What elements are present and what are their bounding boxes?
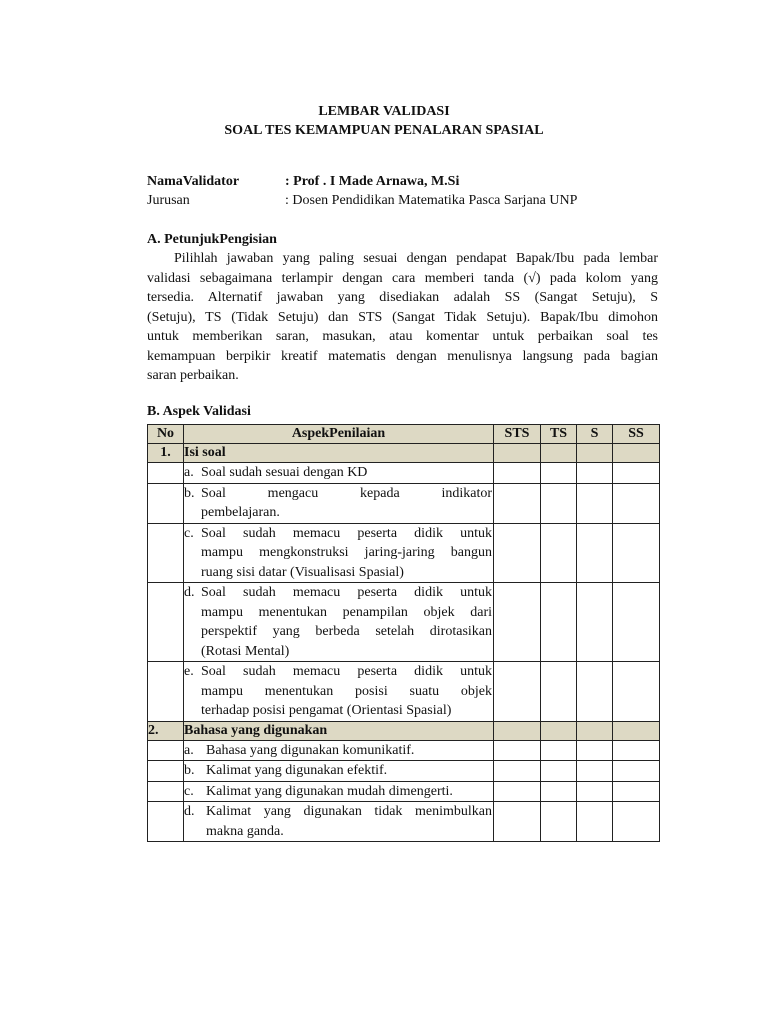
rating-cell-sts[interactable] [494, 444, 541, 463]
section-a-title: A. PetunjukPengisian [147, 232, 277, 247]
item-text [201, 583, 493, 661]
aspect-cell [184, 802, 494, 842]
aspect-cell [184, 740, 494, 761]
header-aspect: AspekPenilaian [184, 425, 494, 444]
item-line: mampu menentukan penampilan objek dari [201, 604, 492, 620]
table-row [148, 802, 660, 842]
section-number: 1. [148, 444, 184, 463]
table-row [148, 740, 660, 761]
rating-cell-ts[interactable] [541, 662, 577, 722]
rating-cell-s[interactable] [577, 662, 613, 722]
item-text [206, 741, 493, 761]
item-letter: c. [184, 525, 194, 541]
instructions-line: Pilihlah jawaban yang paling sesuai dengan pendapat Bapak/Ibu pada lembar [174, 251, 658, 266]
aspect-cell [184, 523, 494, 583]
rating-cell-sts[interactable] [494, 583, 541, 662]
rating-cell-ss[interactable] [613, 740, 660, 761]
number-cell [148, 483, 184, 523]
number-cell [148, 781, 184, 802]
item-line: Kalimat yang digunakan tidak menimbulkan [206, 804, 492, 819]
rating-cell-s[interactable] [577, 523, 613, 583]
item-text [201, 662, 493, 721]
header-ts: TS [541, 425, 577, 444]
item-line: Soal sudah memacu peserta didik untuk [201, 664, 492, 679]
validation-table [147, 424, 660, 842]
aspect-cell [184, 463, 494, 484]
rating-cell-ss[interactable] [613, 781, 660, 802]
instructions-line: validasi sebagaimana terlampir dengan cara memberi tanda (√) pada kolom yang [147, 270, 658, 286]
item-line: makna ganda. [206, 823, 284, 839]
section-title: Isi soal [184, 444, 494, 463]
item-letter: b. [184, 763, 195, 778]
item-line: Soal sudah sesuai dengan KD [201, 465, 368, 480]
rating-cell-ss[interactable] [613, 761, 660, 782]
item-text [201, 463, 493, 483]
item-letter: a. [184, 742, 194, 758]
rating-cell-ts[interactable] [541, 721, 577, 740]
rating-cell-ts[interactable] [541, 523, 577, 583]
rating-cell-ss[interactable] [613, 463, 660, 484]
table-row [148, 483, 660, 523]
rating-cell-sts[interactable] [494, 740, 541, 761]
item-text [206, 761, 493, 781]
header-sts: STS [494, 425, 541, 444]
item-text [206, 802, 493, 841]
rating-cell-s[interactable] [577, 740, 613, 761]
rating-cell-ts[interactable] [541, 740, 577, 761]
document-subtitle: SOAL TES KEMAMPUAN PENALARAN SPASIAL [224, 123, 544, 138]
item-line: terhadap posisi pengamat (Orientasi Spasial) [201, 703, 452, 718]
header-ss: SS [613, 425, 660, 444]
item-line: Kalimat yang digunakan mudah dimengerti. [206, 783, 453, 799]
instructions-line: (Setuju), TS (Tidak Setuju) dan STS (Sangat Tidak Setuju). Bapak/Ibu dimohon [147, 309, 658, 325]
table-row [148, 583, 660, 662]
item-line: Bahasa yang digunakan komunikatif. [206, 742, 415, 758]
rating-cell-sts[interactable] [494, 523, 541, 583]
instructions-paragraph [147, 249, 658, 386]
item-line: mampu mengkonstruksi jaring-jaring bangun [201, 545, 492, 560]
rating-cell-s[interactable] [577, 583, 613, 662]
aspect-cell [184, 662, 494, 722]
rating-cell-sts[interactable] [494, 721, 541, 740]
table-body [148, 444, 660, 842]
rating-cell-sts[interactable] [494, 483, 541, 523]
item-line: Soal sudah memacu peserta didik untuk [201, 525, 492, 541]
jurusan-value: : Dosen Pendidikan Matematika Pasca Sarjana UNP [285, 193, 578, 208]
item-line: Kalimat yang digunakan efektif. [206, 763, 388, 778]
rating-cell-ts[interactable] [541, 781, 577, 802]
rating-cell-sts[interactable] [494, 802, 541, 842]
item-line: pembelajaran. [201, 505, 280, 520]
item-letter: c. [184, 783, 194, 799]
rating-cell-ss[interactable] [613, 444, 660, 463]
table-row [148, 523, 660, 583]
document-title: LEMBAR VALIDASI [318, 104, 450, 119]
section-title: Bahasa yang digunakan [184, 721, 494, 740]
header-no: No [148, 425, 184, 444]
item-letter: b. [184, 485, 195, 501]
item-letter: e. [184, 664, 194, 679]
aspect-cell [184, 761, 494, 782]
rating-cell-ss[interactable] [613, 662, 660, 722]
instructions-line: untuk memberikan saran, masukan, atau komentar untuk perbaikan soal tes [147, 329, 658, 344]
item-letter: d. [184, 804, 195, 819]
rating-cell-s[interactable] [577, 781, 613, 802]
instructions-line: saran perbaikan. [147, 368, 239, 383]
instructions-line: tersedia. Alternatif jawaban yang disediakan adalah SS (Sangat Setuju), S [147, 290, 658, 305]
rating-cell-ts[interactable] [541, 583, 577, 662]
table-row [148, 662, 660, 722]
table-header-row [148, 425, 660, 444]
table-row [148, 761, 660, 782]
item-letter: d. [184, 585, 195, 600]
table-row [148, 781, 660, 802]
rating-cell-s[interactable] [577, 802, 613, 842]
item-line: perspektif yang berbeda setelah dirotasikan [201, 624, 492, 639]
rating-cell-sts[interactable] [494, 761, 541, 782]
jurusan-label: Jurusan [147, 193, 190, 208]
number-cell [148, 761, 184, 782]
item-line: (Rotasi Mental) [201, 643, 290, 659]
item-text [201, 484, 493, 523]
number-cell [148, 583, 184, 662]
rating-cell-ts[interactable] [541, 761, 577, 782]
validator-label: NamaValidator [147, 174, 240, 189]
number-cell [148, 740, 184, 761]
item-text [206, 782, 493, 802]
number-cell [148, 802, 184, 842]
rating-cell-ss[interactable] [613, 802, 660, 842]
item-line: ruang sisi datar (Visualisasi Spasial) [201, 564, 404, 580]
rating-cell-ss[interactable] [613, 721, 660, 740]
rating-cell-ts[interactable] [541, 463, 577, 484]
rating-cell-ts[interactable] [541, 802, 577, 842]
item-line: Soal mengacu kepada indikator [201, 485, 492, 501]
rating-cell-sts[interactable] [494, 662, 541, 722]
section-number: 2. [148, 721, 184, 740]
rating-cell-s[interactable] [577, 463, 613, 484]
validator-value: : Prof . I Made Arnawa, M.Si [285, 174, 460, 189]
rating-cell-s[interactable] [577, 721, 613, 740]
aspect-cell [184, 781, 494, 802]
number-cell [148, 463, 184, 484]
rating-cell-ss[interactable] [613, 523, 660, 583]
section-row [148, 444, 660, 463]
header-s: S [577, 425, 613, 444]
number-cell [148, 662, 184, 722]
rating-cell-ss[interactable] [613, 583, 660, 662]
item-text [201, 524, 493, 583]
number-cell [148, 523, 184, 583]
rating-cell-sts[interactable] [494, 781, 541, 802]
rating-cell-ts[interactable] [541, 483, 577, 523]
rating-cell-s[interactable] [577, 761, 613, 782]
table-row [148, 463, 660, 484]
section-row [148, 721, 660, 740]
instructions-line: kemampuan berpikir kreatif matematis dengan menulisnya langsung pada bagian [147, 348, 658, 364]
rating-cell-s[interactable] [577, 444, 613, 463]
item-line: mampu menentukan posisi suatu objek [201, 683, 492, 699]
rating-cell-ts[interactable] [541, 444, 577, 463]
aspect-cell [184, 483, 494, 523]
rating-cell-ss[interactable] [613, 483, 660, 523]
rating-cell-sts[interactable] [494, 463, 541, 484]
aspect-cell [184, 583, 494, 662]
rating-cell-s[interactable] [577, 483, 613, 523]
item-letter: a. [184, 465, 194, 480]
item-line: Soal sudah memacu peserta didik untuk [201, 585, 492, 600]
section-b-title: B. Aspek Validasi [147, 404, 251, 419]
